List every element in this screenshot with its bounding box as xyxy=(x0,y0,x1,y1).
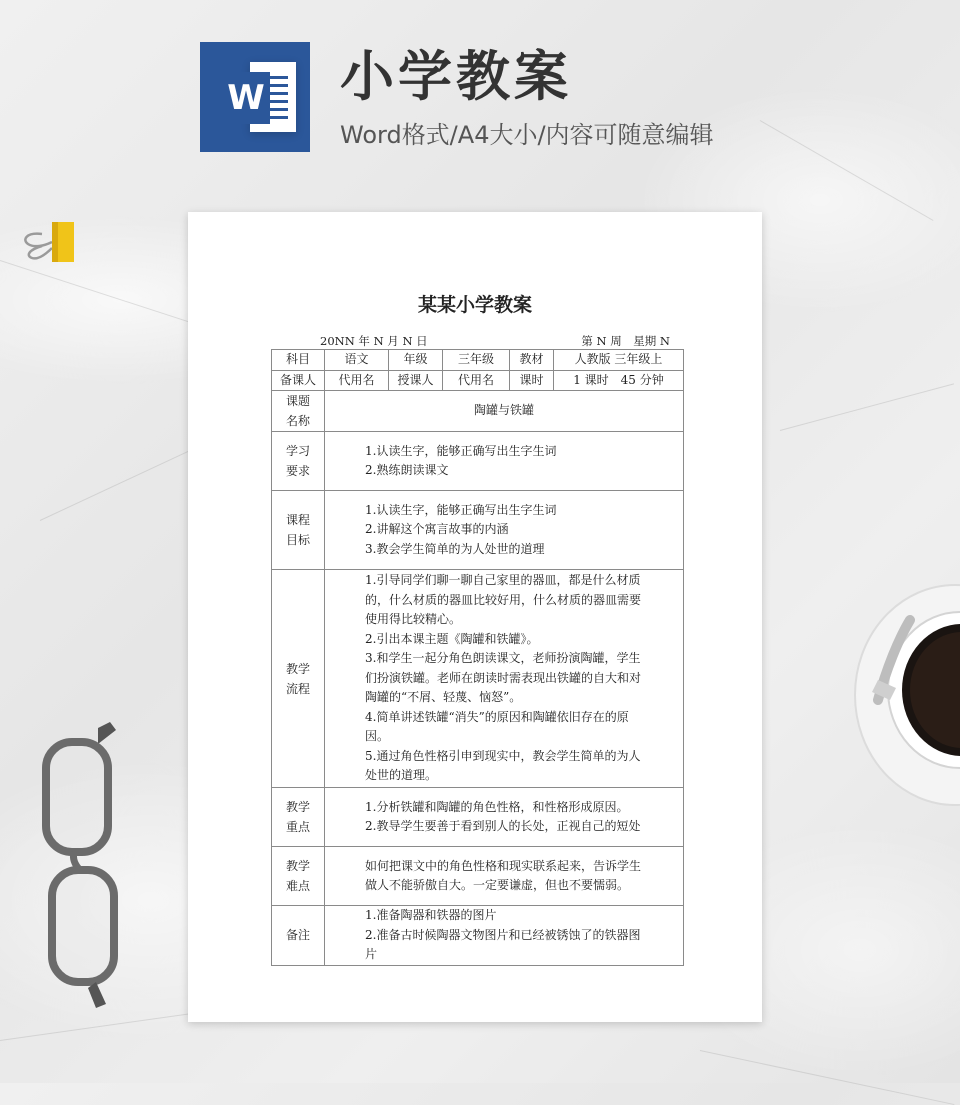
header-row xyxy=(272,370,684,391)
row-topic xyxy=(272,391,684,432)
row-content xyxy=(325,432,684,491)
row-label xyxy=(272,570,325,788)
content-line: 5.通过角色性格引申到现实中，教会学生简单的为人 xyxy=(365,748,641,763)
doc-week: 第 N 周 星期 N xyxy=(581,334,670,348)
label-line: 备注 xyxy=(285,927,310,942)
row-label xyxy=(272,847,325,906)
content-line: 2.讲解这个寓言故事的内涵 xyxy=(365,522,509,537)
header-cell: 1 课时 45 分钟 xyxy=(554,370,684,391)
content-line: 1.认读生字，能够正确写出生字生词 xyxy=(365,443,557,458)
header-cell: 年级 xyxy=(389,350,443,371)
content-line: 片 xyxy=(365,947,378,961)
content-line: 做人不能骄傲自大。一定要谦虚，但也不要懦弱。 xyxy=(365,878,630,892)
banner-subtitle: Word格式/A4大小/内容可随意编辑 xyxy=(340,121,714,149)
header-cell: 教材 xyxy=(510,350,554,371)
content-line: 陶罐的“不屑、轻蔑、恼怒”。 xyxy=(365,690,522,705)
header-cell: 代用名 xyxy=(443,370,510,391)
label-line: 课题 xyxy=(285,394,310,408)
content-line: 2.熟练朗读课文 xyxy=(365,463,449,477)
row-objectives xyxy=(272,491,684,570)
row-key-points xyxy=(272,788,684,847)
label-line: 要求 xyxy=(285,464,310,478)
word-logo-letter: W xyxy=(222,72,270,124)
label-line: 重点 xyxy=(285,820,310,834)
content-line: 因。 xyxy=(365,729,390,744)
row-content xyxy=(325,570,684,788)
row-label xyxy=(272,391,325,432)
row-requirements xyxy=(272,432,684,491)
content-line: 使用得比较精心。 xyxy=(365,612,462,627)
doc-date: 20NN 年 N 月 N 日 xyxy=(320,334,428,348)
row-content xyxy=(325,491,684,570)
content-line: 2.准备古时候陶器文物图片和已经被锈蚀了的铁器图 xyxy=(365,927,641,942)
label-line: 教学 xyxy=(285,800,310,814)
row-content xyxy=(325,391,684,432)
header-row xyxy=(272,350,684,371)
coffee-cup-icon xyxy=(850,580,960,810)
row-label xyxy=(272,788,325,847)
content-line: 1.准备陶器和铁器的图片 xyxy=(365,908,497,922)
header-cell: 代用名 xyxy=(325,370,389,391)
content-line: 的，什么材质的器皿比较好用，什么材质的器皿需要 xyxy=(365,592,642,607)
row-process xyxy=(272,570,684,788)
header-cell: 语文 xyxy=(325,350,389,371)
label-line: 名称 xyxy=(285,414,310,428)
label-line: 教学 xyxy=(285,661,310,676)
content-line: 们扮演铁罐。老师在朗读时需表现出铁罐的自大和对 xyxy=(365,670,642,685)
header-cell: 课时 xyxy=(510,370,554,391)
header-cell: 三年级 xyxy=(443,350,510,371)
header-cell: 备课人 xyxy=(272,370,325,391)
lesson-plan-table xyxy=(271,349,684,966)
row-label xyxy=(272,432,325,491)
row-label xyxy=(272,491,325,570)
row-difficulties xyxy=(272,847,684,906)
label-line: 目标 xyxy=(285,533,310,547)
content-line: 4.简单讲述铁罐“消失”的原因和陶罐依旧存在的原 xyxy=(365,709,629,724)
label-line: 教学 xyxy=(285,859,310,873)
content-line: 3.教会学生简单的为人处世的道理 xyxy=(365,541,545,556)
eyeglasses-icon xyxy=(36,720,126,1010)
content-line: 2.引出本课主题《陶罐和铁罐》。 xyxy=(365,631,539,646)
label-line: 学习 xyxy=(285,444,310,458)
row-content xyxy=(325,788,684,847)
word-logo-icon xyxy=(200,42,310,152)
label-line: 流程 xyxy=(285,681,310,696)
content-line: 2.教导学生要善于看到别人的长处，正视自己的短处 xyxy=(365,819,641,833)
content-line: 如何把课文中的角色性格和现实联系起来，告诉学生 xyxy=(365,858,642,873)
row-content xyxy=(325,906,684,966)
banner-title: 小学教案 xyxy=(340,45,572,108)
header-cell: 人教版 三年级上 xyxy=(554,350,684,371)
document-page xyxy=(188,212,762,1022)
label-line: 难点 xyxy=(285,879,310,893)
header-cell: 科目 xyxy=(272,350,325,371)
content-line: 1.认读生字，能够正确写出生字生词 xyxy=(365,502,557,517)
binder-clip-icon xyxy=(22,218,78,264)
label-line: 课程 xyxy=(285,513,310,527)
content-line: 处世的道理。 xyxy=(365,768,438,783)
content-line: 陶罐与铁罐 xyxy=(473,403,534,418)
content-line: 1.分析铁罐和陶罐的角色性格，和性格形成原因。 xyxy=(365,799,629,814)
row-notes xyxy=(272,906,684,966)
row-content xyxy=(325,847,684,906)
content-line: 3.和学生一起分角色朗读课文，老师扮演陶罐，学生 xyxy=(365,651,641,666)
doc-title: 某某小学教案 xyxy=(417,294,532,316)
header-cell: 授课人 xyxy=(389,370,443,391)
row-label xyxy=(272,906,325,966)
content-line: 1.引导同学们聊一聊自己家里的器皿，都是什么材质 xyxy=(365,573,641,588)
